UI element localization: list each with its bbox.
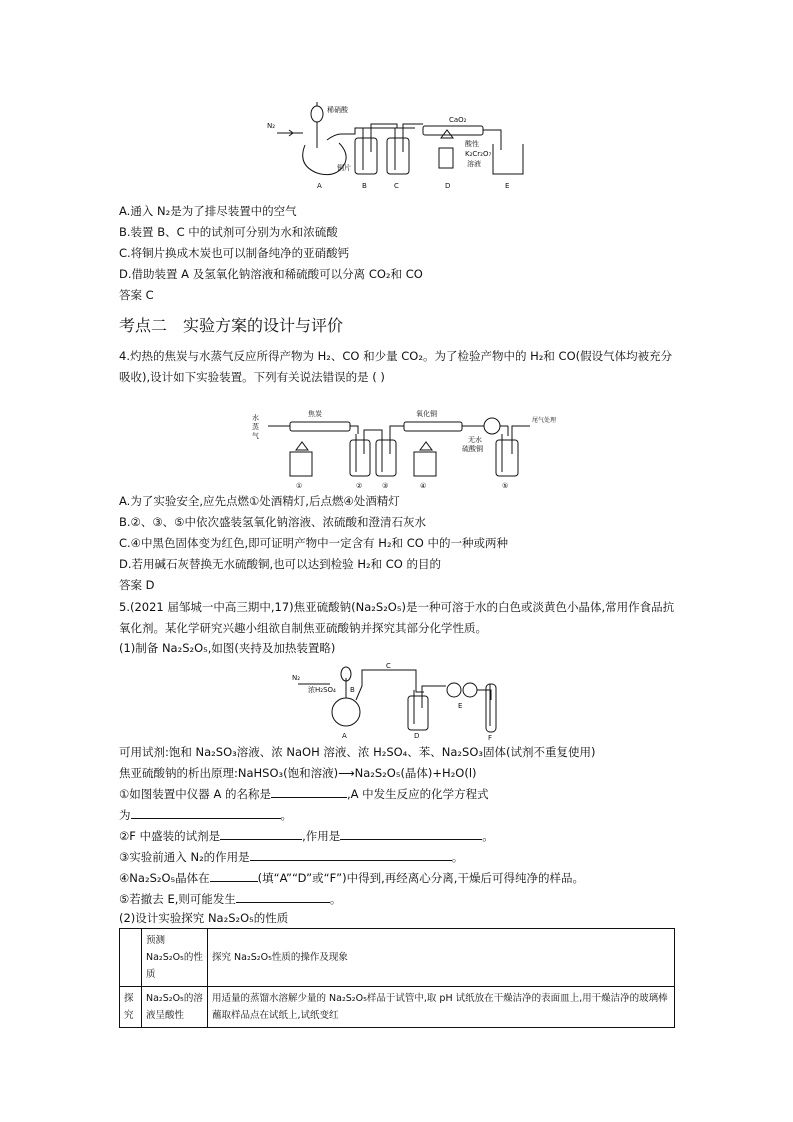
answer-blank-n2-purpose[interactable] xyxy=(250,849,452,861)
label-d: D xyxy=(445,182,451,190)
q5-reagents: 可用试剂:饱和 Na₂SO₃溶液、浓 NaOH 溶液、浓 H₂SO₄、苯、Na₂SO₃固体(试剂不重复使用) xyxy=(119,745,596,759)
label-a: A xyxy=(342,732,347,740)
label-e: E xyxy=(505,182,510,190)
step1-text-b: ,A 中发生反应的化学方程式 xyxy=(347,787,489,801)
q5-part1-title: (1)制备 Na₂S₂O₅,如图(夹持及加热装置略) xyxy=(119,641,336,655)
q4-answer: 答案 D xyxy=(119,578,155,592)
q5-principle xyxy=(119,765,477,781)
label-c: C xyxy=(386,662,391,670)
answer-blank-crystal-location[interactable] xyxy=(210,870,258,882)
answer-blank-consequence[interactable] xyxy=(236,891,330,903)
step2-text-b: ,作用是 xyxy=(302,829,341,843)
period: 。 xyxy=(482,829,494,843)
q3-option-d: D.借助装置 A 及氢氧化钠溶液和稀硫酸可以分离 CO₂和 CO xyxy=(119,267,423,281)
label-position-1: ① xyxy=(296,482,303,490)
step1-text-c: 为 xyxy=(119,808,131,822)
q4-option-b: B.②、③、⑤中依次盛装氢氧化钠溶液、浓硫酸和澄清石灰水 xyxy=(119,515,426,529)
section-title: 实验方案的设计与评价 xyxy=(183,316,344,335)
apparatus-figure-q3 xyxy=(265,100,535,196)
q5-step1-cont xyxy=(119,807,292,823)
label-d: D xyxy=(414,732,420,740)
section-heading xyxy=(119,313,359,336)
q3-option-b: B.装置 B、C 中的试剂可分别为水和浓硫酸 xyxy=(119,225,338,239)
q5-stem: 5.(2021 届邹城一中高三期中,17)焦亚硫酸钠(Na₂S₂O₅)是一种可溶于水的白色或淡黄色小晶体,常用作食品抗氧化剂。某化学研究兴趣小组欲自制焦亚硫酸钠并探究其部分化学性质。 xyxy=(119,600,675,635)
label-steam-2: 蒸 xyxy=(252,423,259,431)
table-header-operation: 探究 Na₂S₂O₅性质的操作及现象 xyxy=(208,929,675,987)
answer-blank-instrument-name[interactable] xyxy=(271,786,347,798)
apparatus-figure-q4 xyxy=(250,404,557,494)
q5-step4 xyxy=(119,870,584,886)
step2-text-a: ②F 中盛装的试剂是 xyxy=(119,829,221,843)
answer-blank-f-purpose[interactable] xyxy=(340,828,482,840)
step4-text-a: ④Na₂S₂O₅晶体在 xyxy=(119,871,210,885)
label-dilute-nitric-acid: 稀硝酸 xyxy=(327,106,348,114)
label-solution: 溶液 xyxy=(467,160,481,168)
label-tail-gas: 尾气处理 xyxy=(532,417,557,424)
period: 。 xyxy=(280,808,292,822)
section-number: 考点二 xyxy=(119,316,168,335)
label-a: A xyxy=(317,182,322,190)
label-acidic: 酸性 xyxy=(465,140,479,148)
q4-option-c: C.④中黑色固体变为红色,即可证明产物中一定含有 H₂和 CO 中的一种或两种 xyxy=(119,536,508,550)
label-position-3: ③ xyxy=(382,482,389,490)
label-position-5: ⑤ xyxy=(502,482,509,490)
label-n2: N₂ xyxy=(267,122,276,130)
label-copper-sheet: 铜片 xyxy=(337,164,351,172)
period: 。 xyxy=(329,892,342,906)
q5-step2 xyxy=(119,828,494,844)
table-cell-property: Na₂S₂O₅的溶液呈酸性 xyxy=(142,987,208,1028)
q3-option-a: A.通入 N₂是为了排尽装置中的空气 xyxy=(119,204,297,218)
table-cell-inquiry: 探究 xyxy=(120,987,142,1028)
period: 。 xyxy=(451,850,464,864)
label-b: B xyxy=(350,686,355,694)
label-copper-sulfate: 硫酸铜 xyxy=(462,445,483,453)
label-steam-3: 气 xyxy=(252,432,259,440)
step1-text-a: ①如图装置中仪器 A 的名称是 xyxy=(119,787,271,801)
q4-option-a: A.为了实验安全,应先点燃①处酒精灯,后点燃④处酒精灯 xyxy=(119,494,400,508)
table-cell-procedure: 用适量的蒸馏水溶解少量的 Na₂S₂O₅样品于试管中,取 pH 试纸放在干燥洁净的表面皿上,用干燥洁净的玻璃棒蘸取样品点在试纸上,试纸变红 xyxy=(208,987,675,1028)
q4-stem: 4.灼热的焦炭与水蒸气反应所得产物为 H₂、CO 和少量 CO₂。为了检验产物中的 H₂和 CO(假设气体均被充分吸收),设计如下实验装置。下列有关说法错误的是 ( ) xyxy=(119,349,673,384)
label-conc-h2so4: 浓H₂SO₄ xyxy=(308,686,336,694)
label-coke: 焦炭 xyxy=(308,410,322,418)
label-steam-1: 水 xyxy=(252,414,259,422)
q5-step5 xyxy=(119,891,341,907)
label-c: C xyxy=(394,182,399,190)
q4-option-d: D.若用碱石灰替换无水硫酸铜,也可以达到检验 H₂和 CO 的目的 xyxy=(119,557,441,571)
step4-text-b: (填“A”“D”或“F”)中得到,再经离心分离,干燥后可得纯净的样品。 xyxy=(257,871,584,885)
label-anhydrous: 无水 xyxy=(468,436,482,444)
table-header-prediction: 预测 Na₂S₂O₅的性质 xyxy=(142,929,208,987)
label-copper-oxide: 氧化铜 xyxy=(416,410,437,418)
label-n2: N₂ xyxy=(292,674,301,682)
reaction-arrow: ⟶ xyxy=(338,766,355,780)
step5-text-a: ⑤若撤去 E,则可能发生 xyxy=(119,892,236,906)
apparatus-figure-q5 xyxy=(290,662,510,742)
q3-option-c: C.将铜片换成木炭也可以制备纯净的亚硝酸钙 xyxy=(119,246,350,260)
step3-text-a: ③实验前通入 N₂的作用是 xyxy=(119,850,250,864)
table-row xyxy=(120,987,675,1028)
label-k2cr2o7: K₂Cr₂O₇ xyxy=(465,150,492,158)
q3-answer: 答案 C xyxy=(119,288,154,302)
property-table xyxy=(119,928,675,1028)
q5-part2-title: (2)设计实验探究 Na₂S₂O₅的性质 xyxy=(119,911,289,925)
answer-blank-f-reagent[interactable] xyxy=(220,828,302,840)
table-cell-empty xyxy=(120,929,142,987)
answer-blank-equation[interactable] xyxy=(131,807,281,819)
principle-product: Na₂S₂O₅(晶体)+H₂O(l) xyxy=(354,766,477,780)
label-position-2: ② xyxy=(356,482,363,490)
label-b: B xyxy=(362,182,367,190)
table-header-row xyxy=(120,929,675,987)
label-e: E xyxy=(458,702,463,710)
q5-step3 xyxy=(119,849,463,865)
label-position-4: ④ xyxy=(420,482,427,490)
label-f: F xyxy=(488,734,493,742)
q5-step1 xyxy=(119,786,489,802)
label-cao2: CaO₂ xyxy=(449,116,467,124)
principle-reactant: 焦亚硫酸钠的析出原理:NaHSO₃(饱和溶液) xyxy=(119,766,339,780)
